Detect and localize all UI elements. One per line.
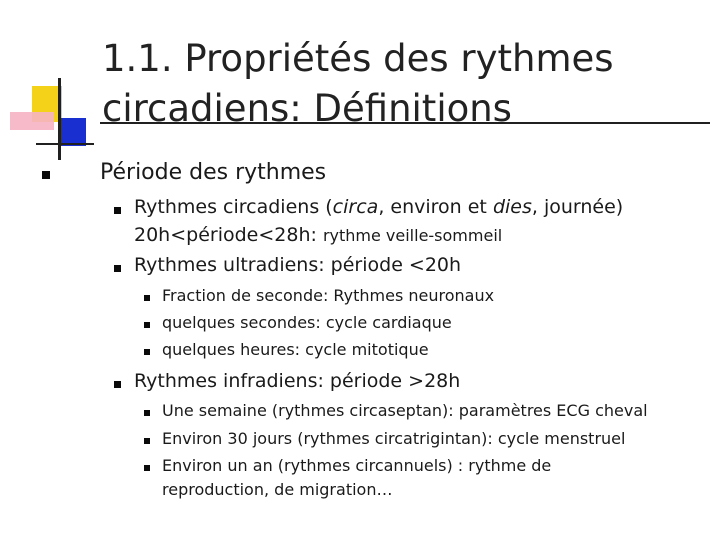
item-circadiens-range: 20h<période<28h:: [134, 224, 323, 246]
subitem-ultradiens-3: quelques heures: cycle mitotique: [162, 340, 429, 359]
bullet-square: [144, 410, 150, 416]
item-ultradiens: Rythmes ultradiens: période <20h: [134, 254, 462, 276]
slide-title: [102, 34, 702, 134]
bullet-square: [114, 381, 121, 388]
bullet-square: [114, 207, 121, 214]
slide-title-line1: 1.1. Propriétés des rythmes: [102, 37, 614, 80]
subitem-infradiens-3: Environ un an (rythmes circannuels) : rythme de: [162, 456, 552, 475]
bullet-square: [144, 438, 150, 444]
item-circadiens-circa: circa: [332, 196, 379, 218]
bullet-square: [144, 295, 150, 301]
bullet-square: [114, 265, 121, 272]
item-circadiens-suffix: , journée): [531, 196, 624, 218]
bullet-square: [144, 349, 150, 355]
subitem-infradiens-3-cont: reproduction, de migration…: [162, 480, 393, 499]
bullet-square: [144, 465, 150, 471]
item-infradiens: Rythmes infradiens: période >28h: [134, 370, 461, 392]
subitem-ultradiens-2: quelques secondes: cycle cardiaque: [162, 313, 452, 332]
item-circadiens-line1: [134, 196, 623, 218]
subitem-ultradiens-1: Fraction de seconde: Rythmes neuronaux: [162, 286, 495, 305]
item-circadiens-dies: dies: [492, 196, 532, 218]
decor-blue-square: [60, 118, 86, 146]
item-circadiens-prefix: Rythmes circadiens (: [134, 196, 333, 218]
slide-title-line2: circadiens: Définitions: [102, 87, 512, 130]
subitem-infradiens-1: Une semaine (rythmes circaseptan): paramètres ECG cheval: [162, 401, 648, 420]
bullet-square: [42, 171, 50, 179]
bullet-square: [144, 322, 150, 328]
decor-vertical-line: [58, 78, 61, 160]
subitem-infradiens-2: Environ 30 jours (rythmes circatrigintan): cycle menstruel: [162, 429, 626, 448]
decor-pink-bar: [10, 112, 54, 130]
item-circadiens-example: rythme veille-sommeil: [322, 226, 503, 245]
item-circadiens-line2: [134, 224, 502, 246]
item-circadiens-mid: , environ et: [378, 196, 493, 218]
decor-short-line: [36, 143, 94, 145]
main-bullet-label: Période des rythmes: [100, 160, 327, 185]
